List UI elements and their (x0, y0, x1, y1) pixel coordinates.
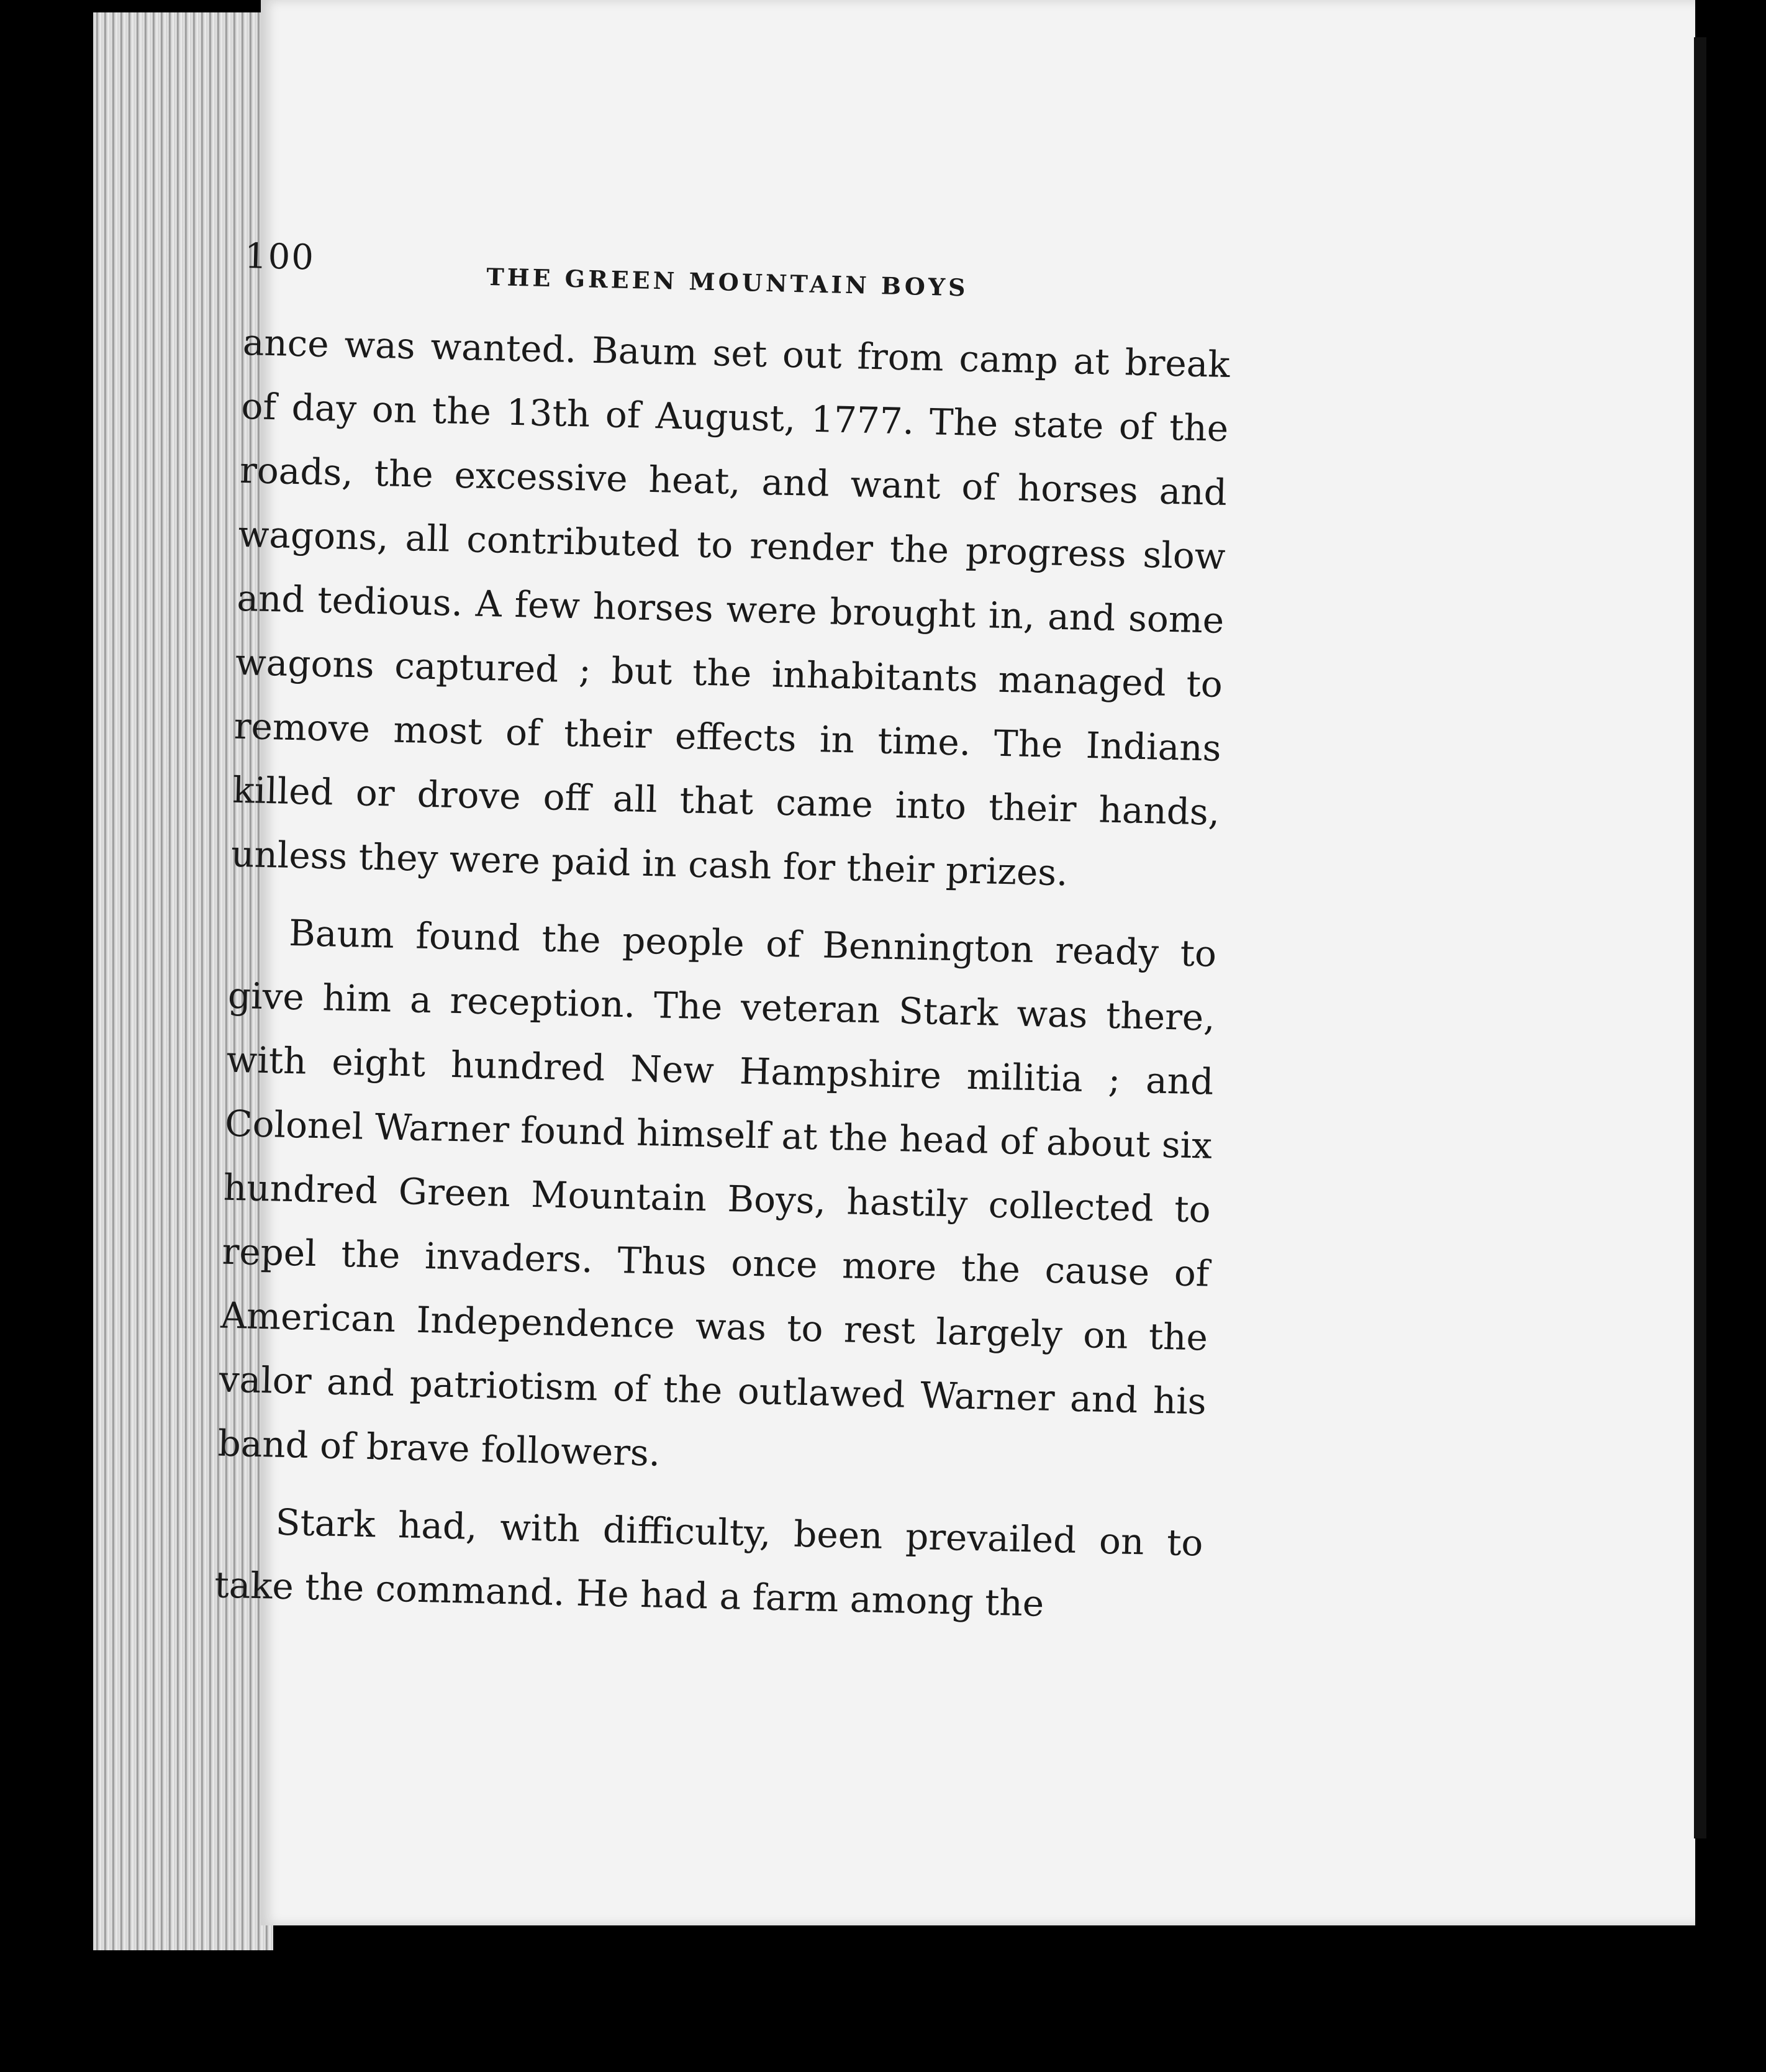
paragraph: Stark had, with difficulty, been prevailed on to take the command. He had a farm among the (214, 1501, 1204, 1625)
paragraph: Baum found the people of Bennington ready to give him a reception. The veteran Stark was there, with eight hundred New Hampshire militia ; and Colonel Warner found himself at the head of about six hundred Green Mountain Boys, hastily collected to repel the invaders. Thus once more the cause of American Independence was to rest largely on the valor and patriotism of the outlawed Warner and his band of brave followers. (217, 911, 1217, 1474)
text-block (214, 230, 1233, 1653)
paragraph: ance was wanted. Baum set out from camp at break of day on the 13th of August, 1777. The state of the roads, the excessive heat, and want of horses and wagons, all contributed to render the progress slow and tedious. A few horses were brought in, and some wagons captured ; but the inhabitants managed to remove most of their effects in time. The Indians killed or drove off all that came into their hands, unless they were paid in cash for their prizes. (230, 320, 1231, 894)
page-number: 100 (244, 235, 315, 278)
binding-shadow (1694, 37, 1706, 1838)
running-title: THE GREEN MOUNTAIN BOYS (486, 262, 969, 302)
